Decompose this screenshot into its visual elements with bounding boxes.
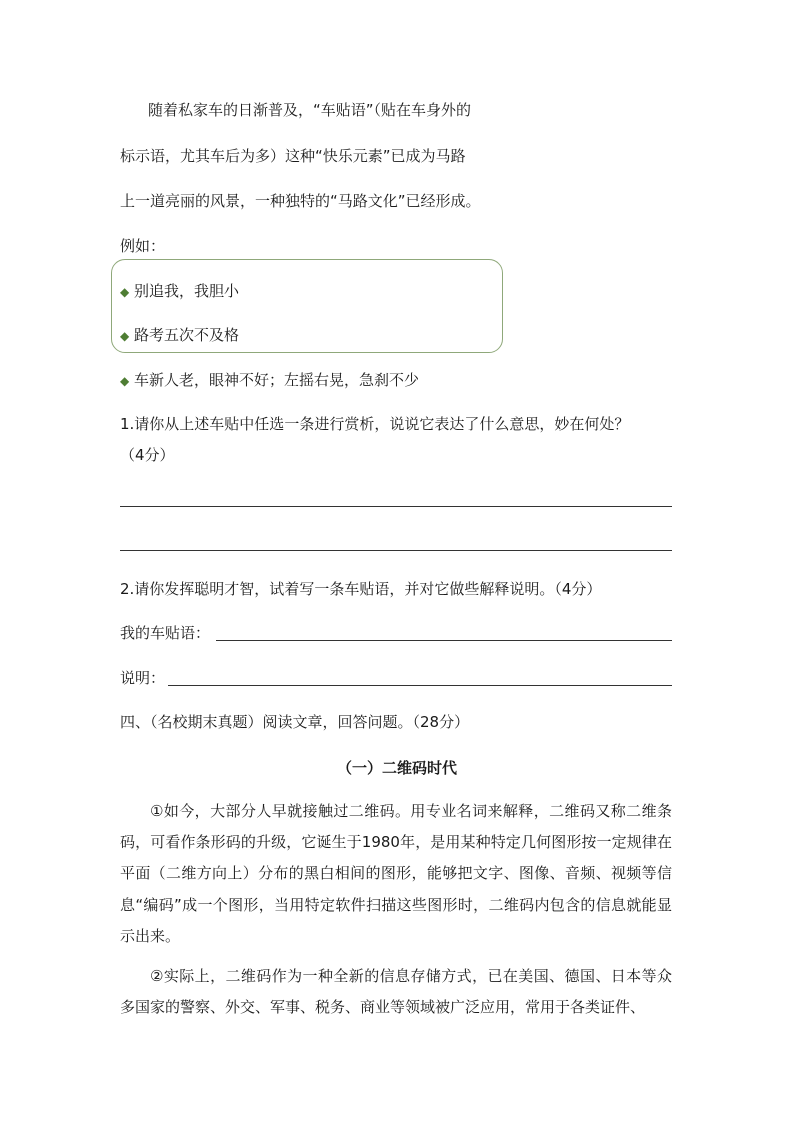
intro-line-2: 标示语，尤其车后为多）这种“快乐元素”已成为马路 bbox=[120, 147, 466, 165]
paragraph-2: ②实际上，二维码作为一种全新的信息存储方式，已在美国、德国、日本等众多国家的警察、外交、军事、税务、商业等领域被广泛应用，常用于各类证件、 bbox=[120, 967, 672, 1017]
example-item bbox=[120, 370, 419, 391]
paragraph-1: ①如今，大部分人早就接触过二维码。用专业名词来解释，二维码又称二维条码，可看作条形码的升级，它诞生于1980年，是用某种特定几何图形按一定规律在平面（二维方向上）分布的黑白相间的图形，能够把文字、图像、音频、视频等信息“编码”成一个图形，当用特定软件扫描这些图形时，二维码内包含的信息就能显示出来。 bbox=[120, 802, 672, 945]
example-item bbox=[120, 325, 239, 346]
slogan-answer-line[interactable] bbox=[216, 640, 672, 641]
question-1-score: （4分） bbox=[120, 446, 175, 464]
explanation-field-label: 说明： bbox=[120, 669, 166, 687]
article-title: （一）二维码时代 bbox=[336, 759, 457, 777]
diamond-bullet-icon: ◆ bbox=[120, 374, 130, 388]
example-text: 车新人老，眼神不好；左摇右晃，急刹不少 bbox=[134, 371, 420, 389]
example-item bbox=[120, 281, 239, 302]
diamond-bullet-icon: ◆ bbox=[120, 285, 130, 299]
slogan-field-label: 我的车贴语： bbox=[120, 624, 211, 642]
explanation-answer-line[interactable] bbox=[168, 685, 672, 686]
question-1: 1.请你从上述车贴中任选一条进行赏析，说说它表达了什么意思，妙在何处？ bbox=[120, 415, 630, 433]
answer-line[interactable] bbox=[120, 550, 672, 551]
diamond-bullet-icon: ◆ bbox=[120, 329, 130, 343]
example-label: 例如： bbox=[120, 237, 166, 255]
section-heading: 四、（名校期末真题）阅读文章，回答问题。（28分） bbox=[120, 713, 470, 731]
intro-line-3: 上一道亮丽的风景，一种独特的“马路文化”已经形成。 bbox=[120, 192, 481, 210]
example-text: 别追我，我胆小 bbox=[134, 282, 240, 300]
intro-line-1: 随着私家车的日渐普及，“车贴语”（贴在车身外的 bbox=[148, 101, 472, 119]
example-text: 路考五次不及格 bbox=[134, 326, 240, 344]
question-2: 2.请你发挥聪明才智，试着写一条车贴语，并对它做些解释说明。（4分） bbox=[120, 580, 602, 598]
answer-line[interactable] bbox=[120, 506, 672, 507]
